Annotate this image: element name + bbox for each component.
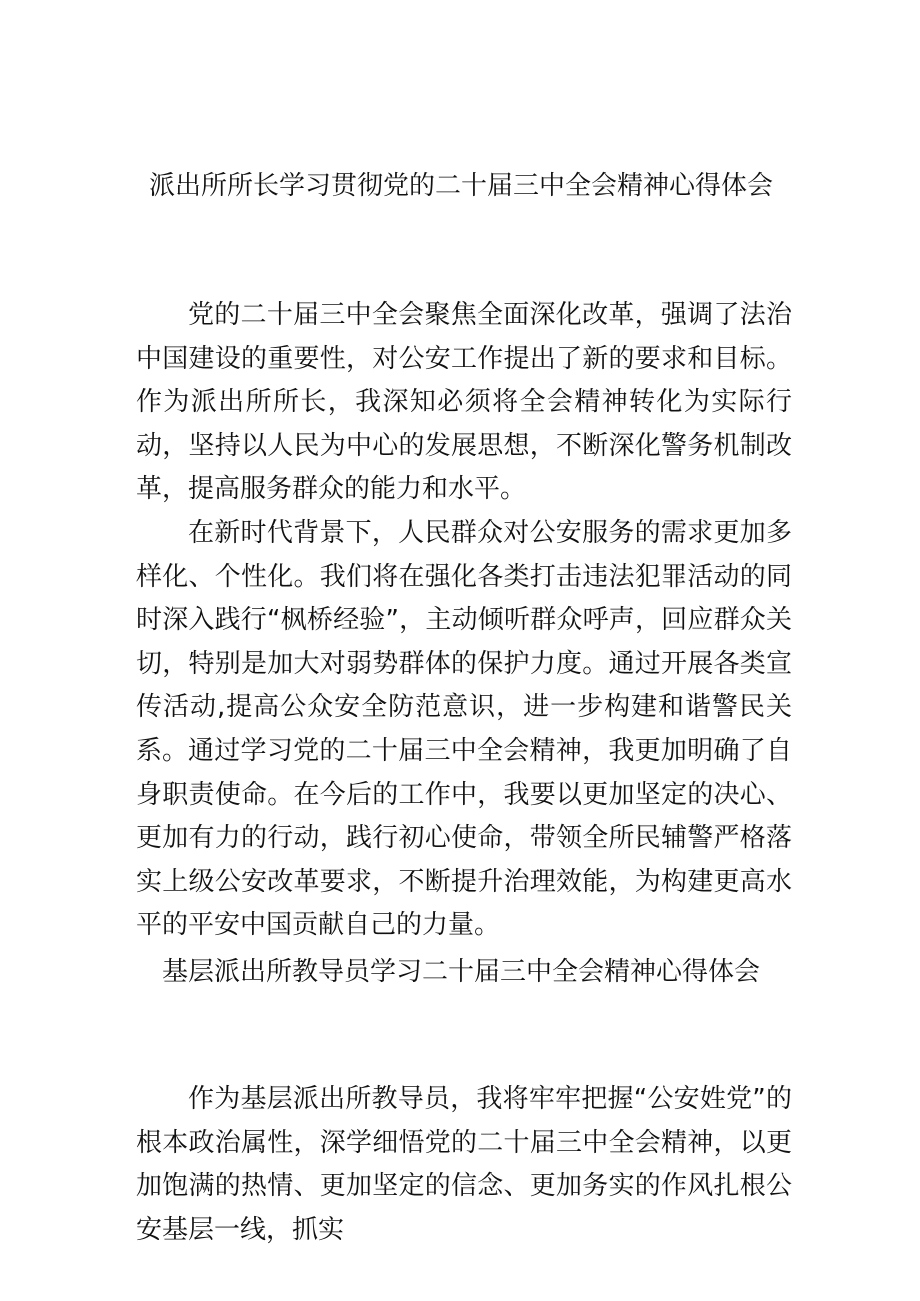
- section-title: 派出所所长学习贯彻党的二十届三中全会精神心得体会: [148, 171, 773, 201]
- body-paragraph: 作为基层派出所教导员，我将牢牢把握“公安姓党”的根本政治属性，深学细悟党的二十届三中全会精神，以更加饱满的热情、更加坚定的信念、更加务实的作风扎根公安基层一线，抓实: [136, 1084, 792, 1245]
- body-paragraph: 党的二十届三中全会聚焦全面深化改革，强调了法治中国建设的重要性，对公安工作提出了新的要求和目标。作为派出所所长，我深知必须将全会精神转化为实际行动，坚持以人民为中心的发展思想，不断深化警务机制改革，提高服务群众的能力和水平。: [136, 300, 792, 505]
- body-paragraph: 通过学习党的二十届三中全会精神，我更加明确了自身职责使命。在今后的工作中，我要以更加坚定的决心、更加有力的行动，践行初心使命，带领全所民辅警严格落实上级公安改革要求，不断提升治理效能，为构建更高水平的平安中国贡献自己的力量。: [136, 736, 792, 941]
- body-paragraph: 在新时代背景下，人民群众对公安服务的需求更加多样化、个性化。我们将在强化各类打击违法犯罪活动的同时深入践行“枫桥经验”，主动倾听群众呼声，回应群众关切，特别是加大对弱势群体的保护力度。通过开展各类宣传活动,提高公众安全防范意识，进一步构建和谐警民关系。: [136, 518, 792, 766]
- section-title: 基层派出所教导员学习二十届三中全会精神心得体会: [161, 957, 760, 987]
